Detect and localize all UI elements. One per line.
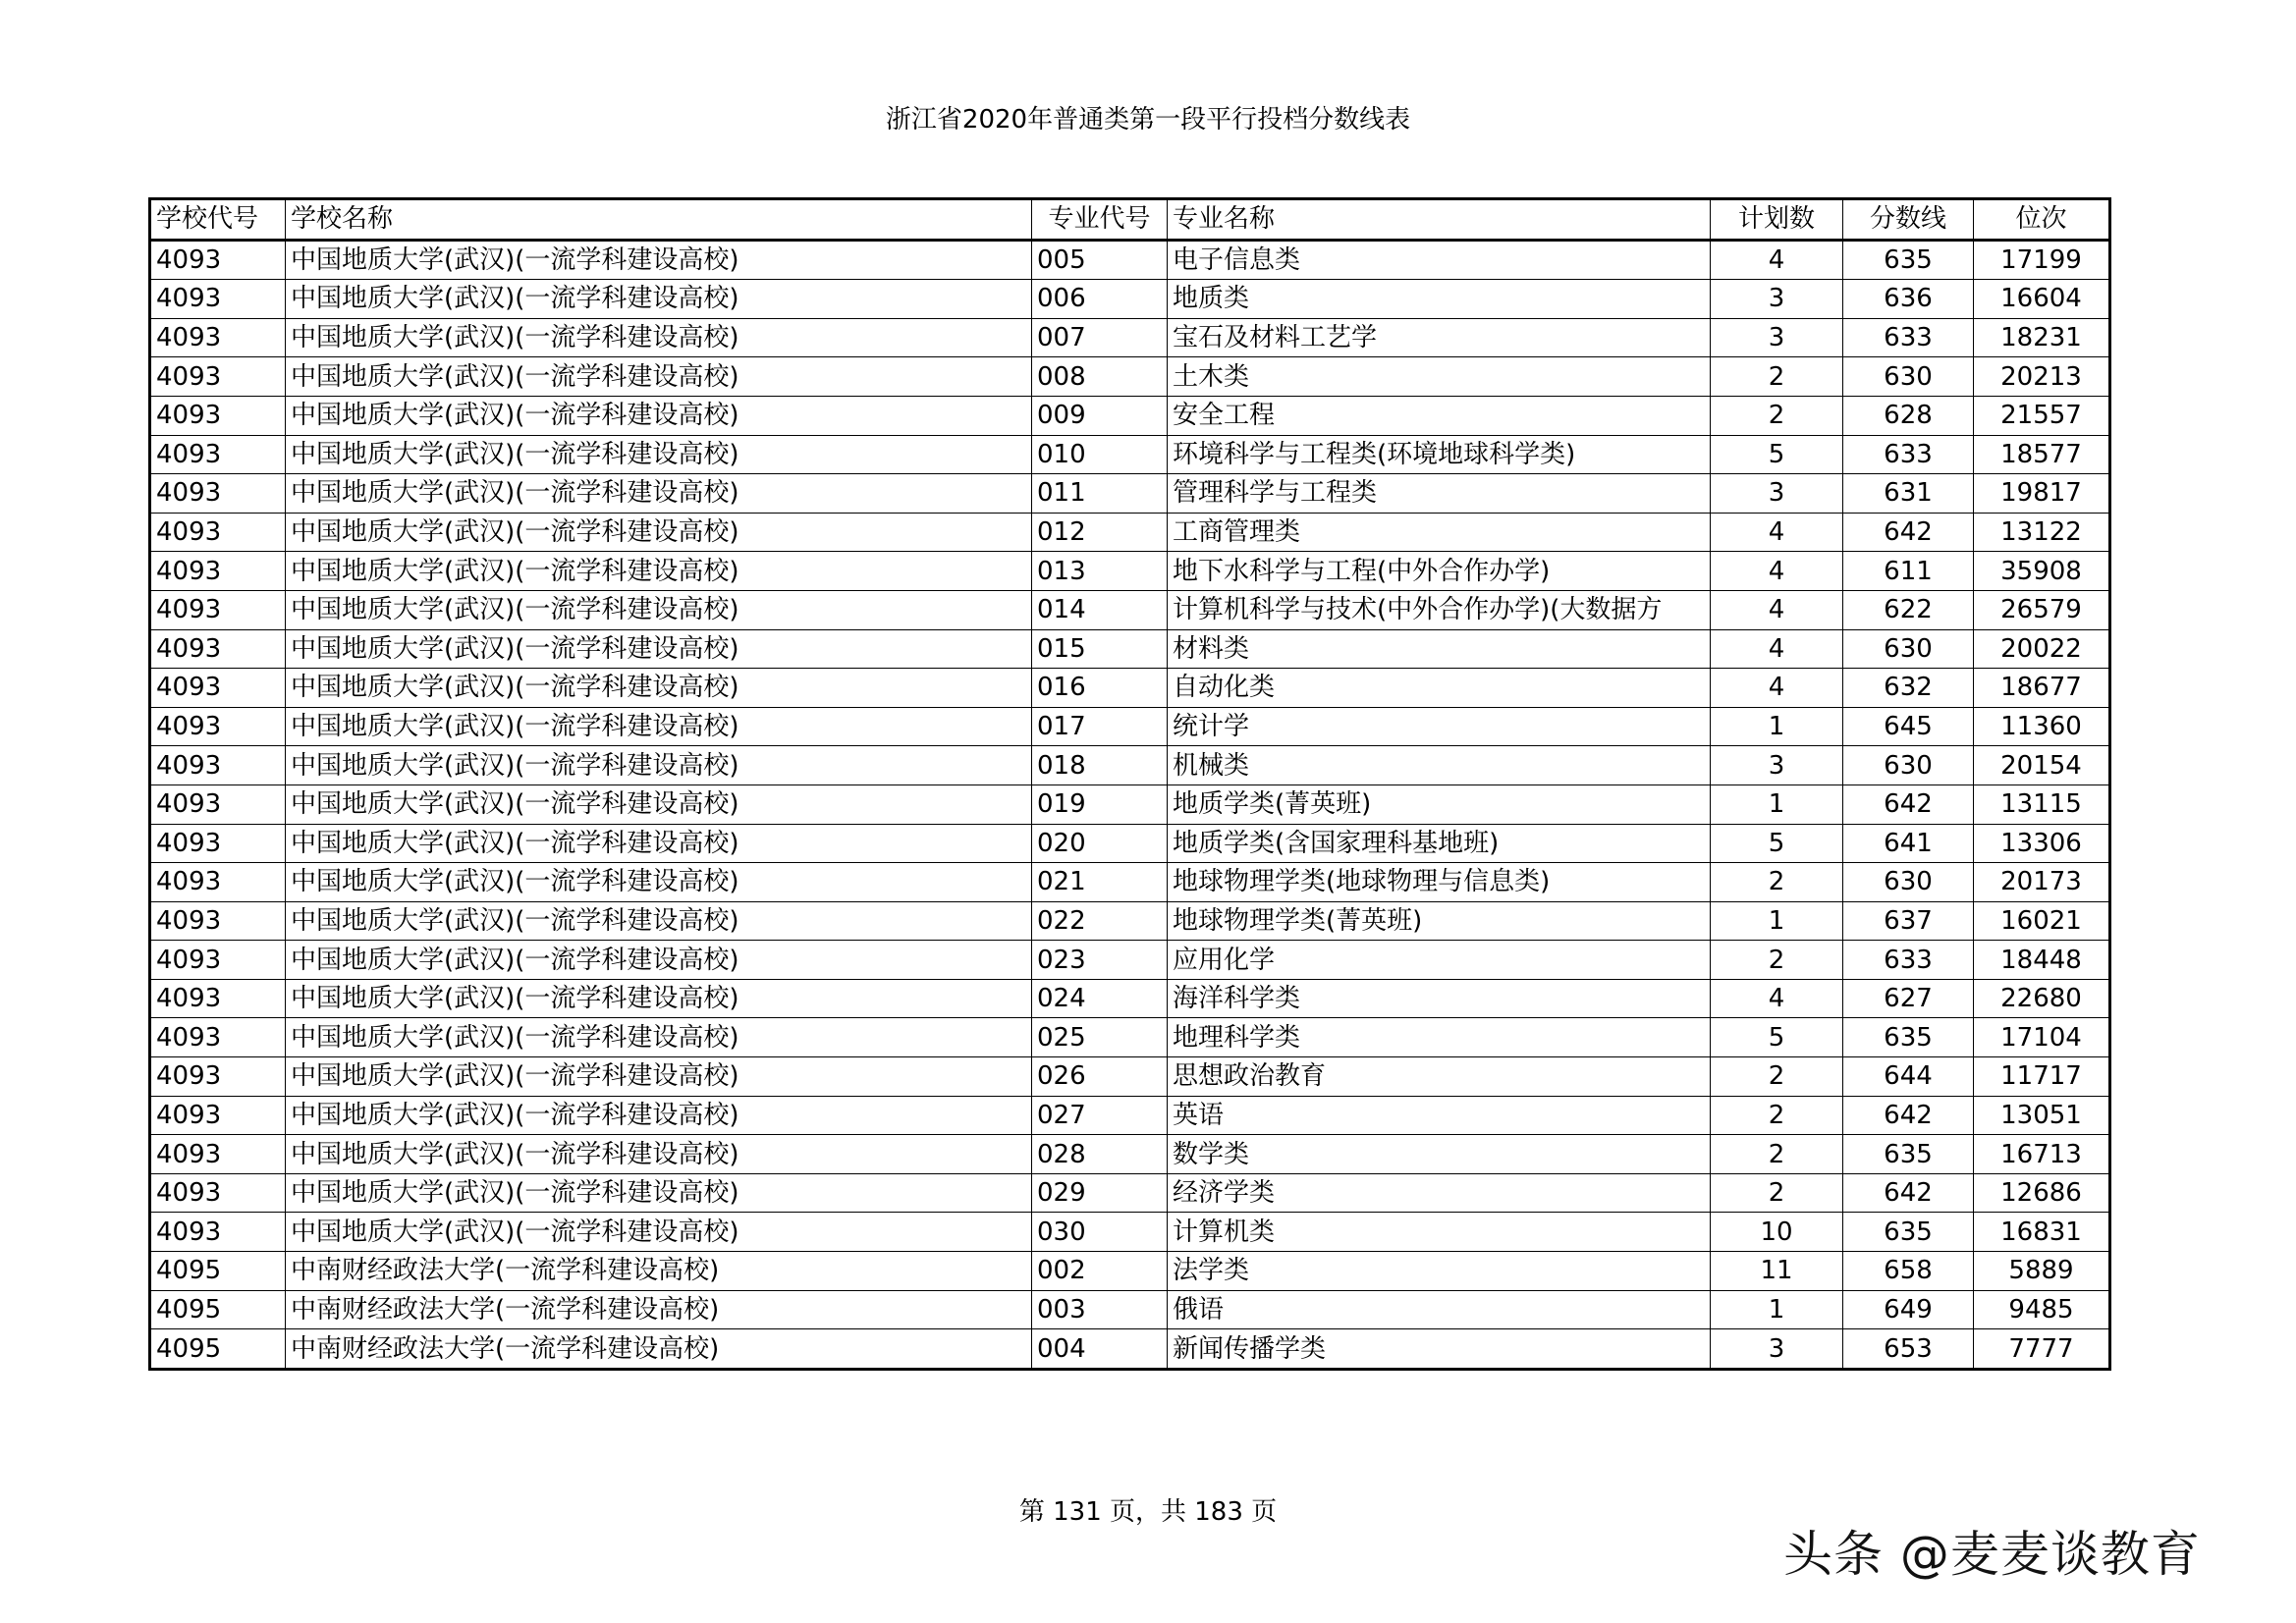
plan-count-cell: 5	[1711, 435, 1843, 474]
school-name-cell: 中国地质大学(武汉)(一流学科建设高校)	[286, 590, 1032, 629]
table-row	[150, 824, 2110, 863]
school-code-cell: 4095	[150, 1329, 286, 1370]
major-code-cell: 007	[1032, 318, 1168, 357]
school-code-cell: 4093	[150, 474, 286, 514]
school-name-cell: 中国地质大学(武汉)(一流学科建设高校)	[286, 280, 1032, 319]
rank-cell: 20154	[1974, 746, 2110, 785]
plan-count-cell: 3	[1711, 1329, 1843, 1370]
major-name-cell: 英语	[1168, 1096, 1711, 1135]
score-line-cell: 642	[1843, 513, 1974, 552]
table-row	[150, 435, 2110, 474]
rank-cell: 11717	[1974, 1057, 2110, 1097]
score-line-cell: 631	[1843, 474, 1974, 514]
school-code-cell: 4093	[150, 979, 286, 1018]
major-code-cell: 023	[1032, 941, 1168, 980]
plan-count-cell: 3	[1711, 318, 1843, 357]
school-code-cell: 4093	[150, 280, 286, 319]
school-code-cell: 4093	[150, 357, 286, 397]
rank-cell: 13115	[1974, 784, 2110, 824]
school-code-cell: 4093	[150, 513, 286, 552]
school-code-cell: 4093	[150, 784, 286, 824]
table-header-row	[150, 199, 2110, 241]
rank-cell: 16713	[1974, 1135, 2110, 1174]
major-name-cell: 思想政治教育	[1168, 1057, 1711, 1097]
table-row	[150, 318, 2110, 357]
major-name-cell: 地质学类(菁英班)	[1168, 784, 1711, 824]
major-name-cell: 土木类	[1168, 357, 1711, 397]
header-major-code: 专业代号	[1032, 199, 1168, 241]
rank-cell: 20022	[1974, 629, 2110, 669]
score-line-cell: 635	[1843, 1135, 1974, 1174]
school-name-cell: 中南财经政法大学(一流学科建设高校)	[286, 1252, 1032, 1291]
major-code-cell: 020	[1032, 824, 1168, 863]
score-line-cell: 653	[1843, 1329, 1974, 1370]
rank-cell: 17199	[1974, 240, 2110, 280]
school-code-cell: 4093	[150, 552, 286, 591]
score-line-cell: 658	[1843, 1252, 1974, 1291]
school-name-cell: 中国地质大学(武汉)(一流学科建设高校)	[286, 1173, 1032, 1213]
rank-cell: 13051	[1974, 1096, 2110, 1135]
school-code-cell: 4093	[150, 901, 286, 941]
rank-cell: 16604	[1974, 280, 2110, 319]
header-score-line: 分数线	[1843, 199, 1974, 241]
school-name-cell: 中国地质大学(武汉)(一流学科建设高校)	[286, 901, 1032, 941]
school-name-cell: 中国地质大学(武汉)(一流学科建设高校)	[286, 396, 1032, 435]
table-row	[150, 1213, 2110, 1252]
major-code-cell: 027	[1032, 1096, 1168, 1135]
school-name-cell: 中国地质大学(武汉)(一流学科建设高校)	[286, 784, 1032, 824]
table-row	[150, 1018, 2110, 1057]
school-code-cell: 4093	[150, 240, 286, 280]
score-line-cell: 633	[1843, 941, 1974, 980]
school-name-cell: 中国地质大学(武汉)(一流学科建设高校)	[286, 1057, 1032, 1097]
school-code-cell: 4093	[150, 669, 286, 708]
major-code-cell: 028	[1032, 1135, 1168, 1174]
school-code-cell: 4093	[150, 435, 286, 474]
table-row	[150, 1096, 2110, 1135]
school-name-cell: 中国地质大学(武汉)(一流学科建设高校)	[286, 629, 1032, 669]
table-row	[150, 1290, 2110, 1329]
rank-cell: 17104	[1974, 1018, 2110, 1057]
score-line-cell: 630	[1843, 746, 1974, 785]
table-row	[150, 1173, 2110, 1213]
school-code-cell: 4093	[150, 863, 286, 902]
plan-count-cell: 1	[1711, 1290, 1843, 1329]
school-code-cell: 4093	[150, 1173, 286, 1213]
score-line-cell: 635	[1843, 1213, 1974, 1252]
school-name-cell: 中国地质大学(武汉)(一流学科建设高校)	[286, 474, 1032, 514]
rank-cell: 18448	[1974, 941, 2110, 980]
score-line-cell: 630	[1843, 863, 1974, 902]
watermark: 头条 @麦麦谈教育	[1783, 1526, 2201, 1583]
major-code-cell: 021	[1032, 863, 1168, 902]
plan-count-cell: 4	[1711, 552, 1843, 591]
rank-cell: 7777	[1974, 1329, 2110, 1370]
school-name-cell: 中国地质大学(武汉)(一流学科建设高校)	[286, 746, 1032, 785]
plan-count-cell: 3	[1711, 280, 1843, 319]
major-name-cell: 俄语	[1168, 1290, 1711, 1329]
major-name-cell: 地理科学类	[1168, 1018, 1711, 1057]
plan-count-cell: 2	[1711, 863, 1843, 902]
major-code-cell: 004	[1032, 1329, 1168, 1370]
rank-cell: 9485	[1974, 1290, 2110, 1329]
header-plan-count: 计划数	[1711, 199, 1843, 241]
school-name-cell: 中国地质大学(武汉)(一流学科建设高校)	[286, 824, 1032, 863]
plan-count-cell: 1	[1711, 707, 1843, 746]
school-name-cell: 中国地质大学(武汉)(一流学科建设高校)	[286, 552, 1032, 591]
plan-count-cell: 4	[1711, 669, 1843, 708]
rank-cell: 22680	[1974, 979, 2110, 1018]
major-code-cell: 012	[1032, 513, 1168, 552]
table-row	[150, 669, 2110, 708]
table-row	[150, 746, 2110, 785]
school-code-cell: 4093	[150, 318, 286, 357]
header-school-code: 学校代号	[150, 199, 286, 241]
score-line-cell: 645	[1843, 707, 1974, 746]
rank-cell: 16021	[1974, 901, 2110, 941]
rank-cell: 18677	[1974, 669, 2110, 708]
major-name-cell: 地球物理学类(地球物理与信息类)	[1168, 863, 1711, 902]
school-name-cell: 中国地质大学(武汉)(一流学科建设高校)	[286, 1135, 1032, 1174]
plan-count-cell: 3	[1711, 474, 1843, 514]
score-line-cell: 641	[1843, 824, 1974, 863]
school-name-cell: 中国地质大学(武汉)(一流学科建设高校)	[286, 707, 1032, 746]
major-code-cell: 017	[1032, 707, 1168, 746]
school-name-cell: 中国地质大学(武汉)(一流学科建设高校)	[286, 240, 1032, 280]
school-code-cell: 4093	[150, 396, 286, 435]
major-name-cell: 法学类	[1168, 1252, 1711, 1291]
major-name-cell: 地质学类(含国家理科基地班)	[1168, 824, 1711, 863]
score-line-cell: 642	[1843, 1096, 1974, 1135]
score-line-cell: 611	[1843, 552, 1974, 591]
rank-cell: 12686	[1974, 1173, 2110, 1213]
major-name-cell: 电子信息类	[1168, 240, 1711, 280]
score-line-cell: 637	[1843, 901, 1974, 941]
table-row	[150, 1329, 2110, 1370]
table-row	[150, 280, 2110, 319]
table-row	[150, 590, 2110, 629]
major-name-cell: 地质类	[1168, 280, 1711, 319]
major-code-cell: 029	[1032, 1173, 1168, 1213]
school-code-cell: 4093	[150, 629, 286, 669]
rank-cell: 18231	[1974, 318, 2110, 357]
plan-count-cell: 4	[1711, 590, 1843, 629]
table-row	[150, 901, 2110, 941]
school-code-cell: 4093	[150, 1096, 286, 1135]
major-code-cell: 010	[1032, 435, 1168, 474]
rank-cell: 20213	[1974, 357, 2110, 397]
score-line-cell: 635	[1843, 1018, 1974, 1057]
major-name-cell: 工商管理类	[1168, 513, 1711, 552]
major-code-cell: 011	[1032, 474, 1168, 514]
school-name-cell: 中国地质大学(武汉)(一流学科建设高校)	[286, 357, 1032, 397]
major-code-cell: 019	[1032, 784, 1168, 824]
major-name-cell: 统计学	[1168, 707, 1711, 746]
score-line-cell: 636	[1843, 280, 1974, 319]
major-code-cell: 005	[1032, 240, 1168, 280]
rank-cell: 13306	[1974, 824, 2110, 863]
plan-count-cell: 3	[1711, 746, 1843, 785]
school-code-cell: 4095	[150, 1252, 286, 1291]
rank-cell: 13122	[1974, 513, 2110, 552]
school-name-cell: 中国地质大学(武汉)(一流学科建设高校)	[286, 863, 1032, 902]
rank-cell: 35908	[1974, 552, 2110, 591]
plan-count-cell: 4	[1711, 240, 1843, 280]
plan-count-cell: 11	[1711, 1252, 1843, 1291]
major-name-cell: 计算机类	[1168, 1213, 1711, 1252]
major-code-cell: 018	[1032, 746, 1168, 785]
major-name-cell: 新闻传播学类	[1168, 1329, 1711, 1370]
major-name-cell: 海洋科学类	[1168, 979, 1711, 1018]
rank-cell: 5889	[1974, 1252, 2110, 1291]
table-row	[150, 513, 2110, 552]
major-code-cell: 030	[1032, 1213, 1168, 1252]
score-line-cell: 635	[1843, 240, 1974, 280]
major-name-cell: 环境科学与工程类(环境地球科学类)	[1168, 435, 1711, 474]
plan-count-cell: 2	[1711, 1173, 1843, 1213]
major-name-cell: 安全工程	[1168, 396, 1711, 435]
school-name-cell: 中国地质大学(武汉)(一流学科建设高校)	[286, 435, 1032, 474]
school-code-cell: 4093	[150, 707, 286, 746]
school-name-cell: 中国地质大学(武汉)(一流学科建设高校)	[286, 1096, 1032, 1135]
school-name-cell: 中国地质大学(武汉)(一流学科建设高校)	[286, 513, 1032, 552]
major-name-cell: 计算机科学与技术(中外合作办学)(大数据方	[1168, 590, 1711, 629]
major-name-cell: 管理科学与工程类	[1168, 474, 1711, 514]
major-code-cell: 009	[1032, 396, 1168, 435]
major-code-cell: 026	[1032, 1057, 1168, 1097]
table-row	[150, 1057, 2110, 1097]
rank-cell: 26579	[1974, 590, 2110, 629]
table-row	[150, 474, 2110, 514]
score-line-cell: 633	[1843, 318, 1974, 357]
major-name-cell: 材料类	[1168, 629, 1711, 669]
table-row	[150, 240, 2110, 280]
school-code-cell: 4093	[150, 1213, 286, 1252]
school-code-cell: 4093	[150, 1018, 286, 1057]
school-name-cell: 中南财经政法大学(一流学科建设高校)	[286, 1290, 1032, 1329]
school-code-cell: 4093	[150, 746, 286, 785]
table-row	[150, 979, 2110, 1018]
major-name-cell: 地下水科学与工程(中外合作办学)	[1168, 552, 1711, 591]
plan-count-cell: 1	[1711, 784, 1843, 824]
plan-count-cell: 5	[1711, 1018, 1843, 1057]
major-code-cell: 013	[1032, 552, 1168, 591]
score-line-cell: 642	[1843, 1173, 1974, 1213]
major-code-cell: 022	[1032, 901, 1168, 941]
plan-count-cell: 2	[1711, 357, 1843, 397]
rank-cell: 16831	[1974, 1213, 2110, 1252]
table-row	[150, 941, 2110, 980]
page-title: 浙江省2020年普通类第一段平行投档分数线表	[885, 105, 1411, 135]
table-row	[150, 1135, 2110, 1174]
plan-count-cell: 5	[1711, 824, 1843, 863]
rank-cell: 21557	[1974, 396, 2110, 435]
plan-count-cell: 4	[1711, 629, 1843, 669]
score-line-cell: 649	[1843, 1290, 1974, 1329]
table-row	[150, 1252, 2110, 1291]
school-name-cell: 中国地质大学(武汉)(一流学科建设高校)	[286, 979, 1032, 1018]
major-code-cell: 015	[1032, 629, 1168, 669]
plan-count-cell: 2	[1711, 396, 1843, 435]
score-line-cell: 627	[1843, 979, 1974, 1018]
table-row	[150, 784, 2110, 824]
major-code-cell: 016	[1032, 669, 1168, 708]
rank-cell: 18577	[1974, 435, 2110, 474]
score-line-cell: 644	[1843, 1057, 1974, 1097]
plan-count-cell: 2	[1711, 1096, 1843, 1135]
plan-count-cell: 2	[1711, 941, 1843, 980]
school-code-cell: 4093	[150, 1057, 286, 1097]
score-line-cell: 622	[1843, 590, 1974, 629]
rank-cell: 19817	[1974, 474, 2110, 514]
major-name-cell: 宝石及材料工艺学	[1168, 318, 1711, 357]
header-major-name: 专业名称	[1168, 199, 1711, 241]
rank-cell: 20173	[1974, 863, 2110, 902]
score-line-cell: 628	[1843, 396, 1974, 435]
plan-count-cell: 10	[1711, 1213, 1843, 1252]
score-line-cell: 642	[1843, 784, 1974, 824]
table-row	[150, 863, 2110, 902]
table-row	[150, 357, 2110, 397]
major-code-cell: 002	[1032, 1252, 1168, 1291]
school-code-cell: 4093	[150, 1135, 286, 1174]
major-code-cell: 024	[1032, 979, 1168, 1018]
major-name-cell: 应用化学	[1168, 941, 1711, 980]
page-footer: 第 131 页，共 183 页	[1018, 1497, 1278, 1527]
table-row	[150, 396, 2110, 435]
major-code-cell: 008	[1032, 357, 1168, 397]
major-name-cell: 数学类	[1168, 1135, 1711, 1174]
score-table	[148, 197, 2111, 1371]
header-school-name: 学校名称	[286, 199, 1032, 241]
school-name-cell: 中国地质大学(武汉)(一流学科建设高校)	[286, 1213, 1032, 1252]
score-line-cell: 632	[1843, 669, 1974, 708]
school-name-cell: 中国地质大学(武汉)(一流学科建设高校)	[286, 318, 1032, 357]
score-line-cell: 630	[1843, 629, 1974, 669]
rank-cell: 11360	[1974, 707, 2110, 746]
major-code-cell: 025	[1032, 1018, 1168, 1057]
school-name-cell: 中南财经政法大学(一流学科建设高校)	[286, 1329, 1032, 1370]
school-name-cell: 中国地质大学(武汉)(一流学科建设高校)	[286, 669, 1032, 708]
school-code-cell: 4093	[150, 590, 286, 629]
header-rank: 位次	[1974, 199, 2110, 241]
school-code-cell: 4093	[150, 941, 286, 980]
major-code-cell: 014	[1032, 590, 1168, 629]
plan-count-cell: 2	[1711, 1135, 1843, 1174]
major-name-cell: 地球物理学类(菁英班)	[1168, 901, 1711, 941]
score-line-cell: 633	[1843, 435, 1974, 474]
school-code-cell: 4095	[150, 1290, 286, 1329]
plan-count-cell: 4	[1711, 513, 1843, 552]
plan-count-cell: 2	[1711, 1057, 1843, 1097]
major-code-cell: 006	[1032, 280, 1168, 319]
school-code-cell: 4093	[150, 824, 286, 863]
major-name-cell: 自动化类	[1168, 669, 1711, 708]
major-name-cell: 机械类	[1168, 746, 1711, 785]
table-row	[150, 629, 2110, 669]
major-code-cell: 003	[1032, 1290, 1168, 1329]
score-line-cell: 630	[1843, 357, 1974, 397]
table-row	[150, 707, 2110, 746]
school-name-cell: 中国地质大学(武汉)(一流学科建设高校)	[286, 1018, 1032, 1057]
table-row	[150, 552, 2110, 591]
plan-count-cell: 1	[1711, 901, 1843, 941]
major-name-cell: 经济学类	[1168, 1173, 1711, 1213]
school-name-cell: 中国地质大学(武汉)(一流学科建设高校)	[286, 941, 1032, 980]
plan-count-cell: 4	[1711, 979, 1843, 1018]
